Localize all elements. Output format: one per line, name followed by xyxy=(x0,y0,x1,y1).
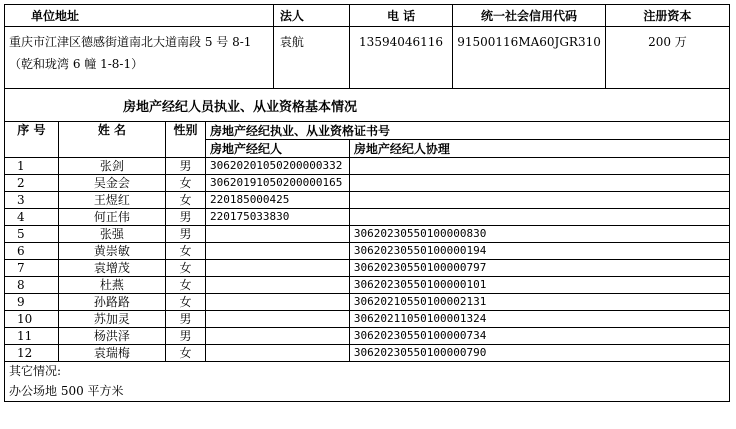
table-row xyxy=(5,226,730,243)
company-info-row xyxy=(5,27,730,89)
row-gender: 女 xyxy=(166,345,206,362)
row-name: 王煜红 xyxy=(58,192,165,209)
row-assistant-cert xyxy=(349,158,729,175)
row-agent-cert xyxy=(205,328,349,345)
row-assistant-cert: 30620230550100000790 xyxy=(349,345,729,362)
other-note: 办公场地 500 平方米 xyxy=(5,379,730,402)
row-seq: 12 xyxy=(5,345,59,362)
address-line-2: （乾和珑湾 6 幢 1-8-1） xyxy=(9,57,144,71)
row-seq: 8 xyxy=(5,277,59,294)
row-agent-cert xyxy=(205,226,349,243)
row-seq: 9 xyxy=(5,294,59,311)
row-name: 杜燕 xyxy=(58,277,165,294)
address-label: 单位地址 xyxy=(5,5,274,27)
row-assistant-cert: 30620230550100000830 xyxy=(349,226,729,243)
section-title: 房地产经纪人员执业、从业资格基本情况 xyxy=(5,89,730,122)
row-gender: 女 xyxy=(166,192,206,209)
company-address xyxy=(5,27,274,89)
registration-table xyxy=(4,4,730,402)
row-name: 张剑 xyxy=(58,158,165,175)
row-assistant-cert: 30620230550100000797 xyxy=(349,260,729,277)
row-agent-cert xyxy=(205,294,349,311)
other-info-label: 其它情况: xyxy=(5,362,730,380)
row-assistant-cert xyxy=(349,175,729,192)
row-assistant-cert: 30620230550100000101 xyxy=(349,277,729,294)
row-seq: 4 xyxy=(5,209,59,226)
row-name: 苏加灵 xyxy=(58,311,165,328)
row-seq: 11 xyxy=(5,328,59,345)
row-gender: 女 xyxy=(166,277,206,294)
row-assistant-cert: 30620230550100000194 xyxy=(349,243,729,260)
row-gender: 男 xyxy=(166,311,206,328)
credit-code-label: 统一社会信用代码 xyxy=(453,5,606,27)
other-info-row xyxy=(5,362,730,380)
col-gender-header: 性别 xyxy=(166,122,206,158)
row-agent-cert xyxy=(205,311,349,328)
row-gender: 女 xyxy=(166,243,206,260)
row-gender: 女 xyxy=(166,260,206,277)
address-line-1: 重庆市江津区德感街道南北大道南段 5 号 8-1 xyxy=(9,35,252,49)
row-agent-cert xyxy=(205,345,349,362)
credit-code-value: 91500116MA60JGR310 xyxy=(453,27,606,89)
row-name: 杨洪泽 xyxy=(58,328,165,345)
row-assistant-cert xyxy=(349,209,729,226)
row-assistant-cert: 30620230550100000734 xyxy=(349,328,729,345)
row-agent-cert: 220185000425 xyxy=(205,192,349,209)
row-agent-cert xyxy=(205,277,349,294)
row-name: 袁增茂 xyxy=(58,260,165,277)
row-agent-cert: 30620191050200000165 xyxy=(205,175,349,192)
row-name: 黄崇敏 xyxy=(58,243,165,260)
row-agent-cert: 220175033830 xyxy=(205,209,349,226)
row-seq: 3 xyxy=(5,192,59,209)
table-row xyxy=(5,345,730,362)
row-name: 孙路路 xyxy=(58,294,165,311)
table-row xyxy=(5,243,730,260)
row-agent-cert xyxy=(205,243,349,260)
row-gender: 男 xyxy=(166,158,206,175)
table-row xyxy=(5,294,730,311)
table-row xyxy=(5,192,730,209)
row-seq: 1 xyxy=(5,158,59,175)
table-row xyxy=(5,311,730,328)
row-seq: 6 xyxy=(5,243,59,260)
row-name: 张强 xyxy=(58,226,165,243)
row-name: 吴金会 xyxy=(58,175,165,192)
table-row xyxy=(5,260,730,277)
col-agent-header: 房地产经纪人 xyxy=(205,140,349,158)
phone-value: 13594046116 xyxy=(349,27,452,89)
table-row xyxy=(5,277,730,294)
row-assistant-cert xyxy=(349,192,729,209)
legal-person-value: 袁航 xyxy=(273,27,349,89)
capital-label: 注册资本 xyxy=(605,5,729,27)
table-row xyxy=(5,158,730,175)
row-assistant-cert: 30620211050100001324 xyxy=(349,311,729,328)
row-gender: 男 xyxy=(166,209,206,226)
staff-header-row-1 xyxy=(5,122,730,140)
other-note-row xyxy=(5,379,730,402)
document-sheet xyxy=(4,4,730,424)
row-seq: 7 xyxy=(5,260,59,277)
row-seq: 5 xyxy=(5,226,59,243)
row-gender: 女 xyxy=(166,294,206,311)
row-seq: 10 xyxy=(5,311,59,328)
row-seq: 2 xyxy=(5,175,59,192)
row-gender: 男 xyxy=(166,226,206,243)
row-assistant-cert: 30620210550100002131 xyxy=(349,294,729,311)
row-agent-cert: 30620201050200000332 xyxy=(205,158,349,175)
col-assistant-header: 房地产经纪人协理 xyxy=(349,140,729,158)
table-row xyxy=(5,209,730,226)
row-agent-cert xyxy=(205,260,349,277)
col-seq-header: 序 号 xyxy=(5,122,59,158)
row-name: 袁瑞梅 xyxy=(58,345,165,362)
table-row xyxy=(5,175,730,192)
section-title-row xyxy=(5,89,730,122)
capital-value: 200 万 xyxy=(605,27,729,89)
company-header-row xyxy=(5,5,730,27)
row-name: 何正伟 xyxy=(58,209,165,226)
phone-label: 电 话 xyxy=(349,5,452,27)
col-cert-group-header: 房地产经纪执业、从业资格证书号 xyxy=(205,122,729,140)
row-gender: 女 xyxy=(166,175,206,192)
table-row xyxy=(5,328,730,345)
legal-person-label: 法人 xyxy=(273,5,349,27)
col-name-header: 姓 名 xyxy=(58,122,165,158)
row-gender: 男 xyxy=(166,328,206,345)
